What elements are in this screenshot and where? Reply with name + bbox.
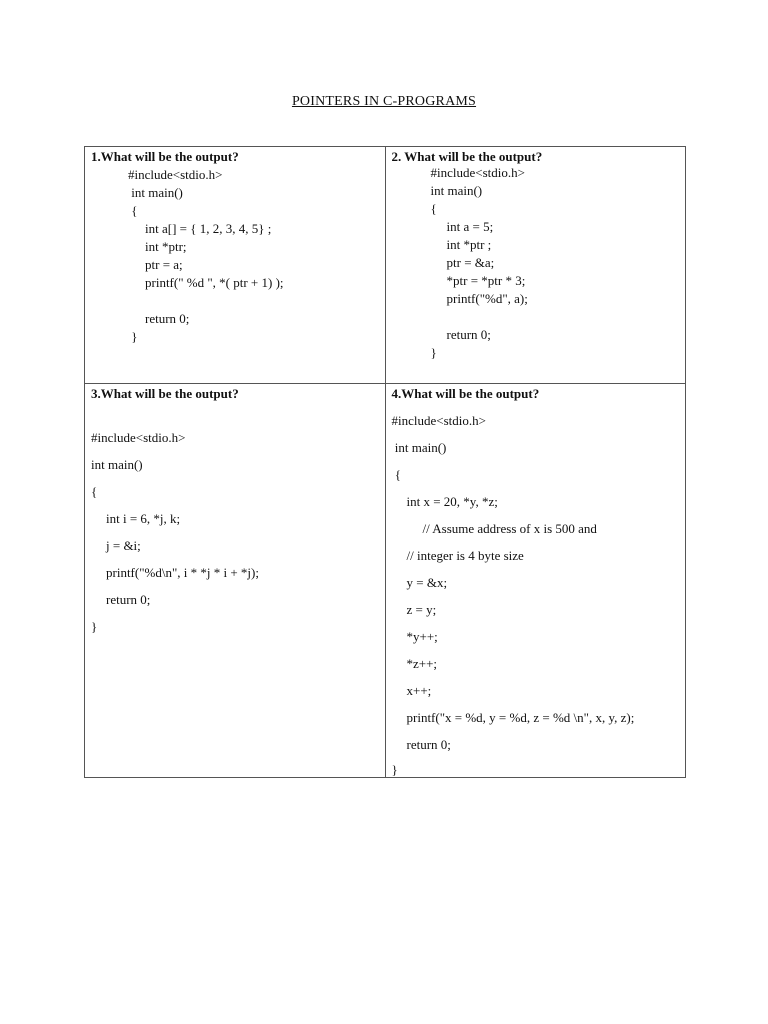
code-line: int a[] = { 1, 2, 3, 4, 5} ; (145, 221, 272, 236)
page-title: POINTERS IN C-PROGRAMS (291, 94, 477, 109)
code-line: z = y; (406, 602, 437, 617)
code-line: } (91, 619, 98, 634)
code-line: return 0; (406, 737, 451, 752)
code-line: int main() (91, 457, 143, 472)
code-line: // integer is 4 byte size (406, 548, 524, 563)
code-line: int main() (391, 440, 447, 455)
code-line: { (391, 467, 401, 482)
code-line: printf(" %d ", *( ptr + 1) ); (145, 275, 284, 290)
question-cell-4 (385, 384, 686, 778)
code-line: } (430, 345, 437, 360)
code-line: { (91, 484, 98, 499)
code-line: return 0; (446, 327, 491, 342)
code-line: x++; (406, 683, 432, 698)
code-line: *z++; (406, 656, 438, 671)
code-line: printf("%d\n", i * *j * i + *j); (106, 565, 259, 580)
code-line: } (128, 329, 138, 344)
code-line: // Assume address of x is 500 and (422, 521, 597, 536)
code-line: *y++; (406, 629, 438, 644)
code-line: int x = 20, *y, *z; (406, 494, 498, 509)
code-line: *ptr = *ptr * 3; (446, 273, 526, 288)
code-line: return 0; (145, 311, 190, 326)
code-line: printf("%d", a); (446, 291, 528, 306)
code-line: printf("x = %d, y = %d, z = %d \n", x, y, z); (406, 710, 635, 725)
code-line: { (128, 203, 138, 218)
question-cell-1 (85, 147, 386, 384)
question-cell-2 (385, 147, 686, 384)
code-line: { (430, 201, 437, 216)
code-line: y = &x; (406, 575, 448, 590)
question-heading: 3.What will be the output? (91, 386, 239, 401)
question-heading: 4.What will be the output? (391, 386, 540, 401)
code-line: #include<stdio.h> (128, 167, 223, 182)
code-line: ptr = a; (145, 257, 183, 272)
question-heading: 2. What will be the output? (391, 149, 543, 164)
code-line: } (391, 762, 398, 777)
code-line: #include<stdio.h> (391, 413, 486, 428)
code-line: int main() (128, 185, 183, 200)
code-line: int a = 5; (446, 219, 494, 234)
code-line: j = &i; (106, 538, 141, 553)
question-heading: 1.What will be the output? (91, 149, 239, 164)
code-line: #include<stdio.h> (91, 430, 186, 445)
code-line: int main() (430, 183, 483, 198)
code-line: int i = 6, *j, k; (106, 511, 181, 526)
code-line: int *ptr ; (446, 237, 492, 252)
code-line: ptr = &a; (446, 255, 495, 270)
code-line: #include<stdio.h> (430, 165, 525, 180)
code-line: int *ptr; (145, 239, 187, 254)
question-cell-3 (85, 384, 386, 778)
code-line: return 0; (106, 592, 151, 607)
questions-table (84, 146, 686, 778)
